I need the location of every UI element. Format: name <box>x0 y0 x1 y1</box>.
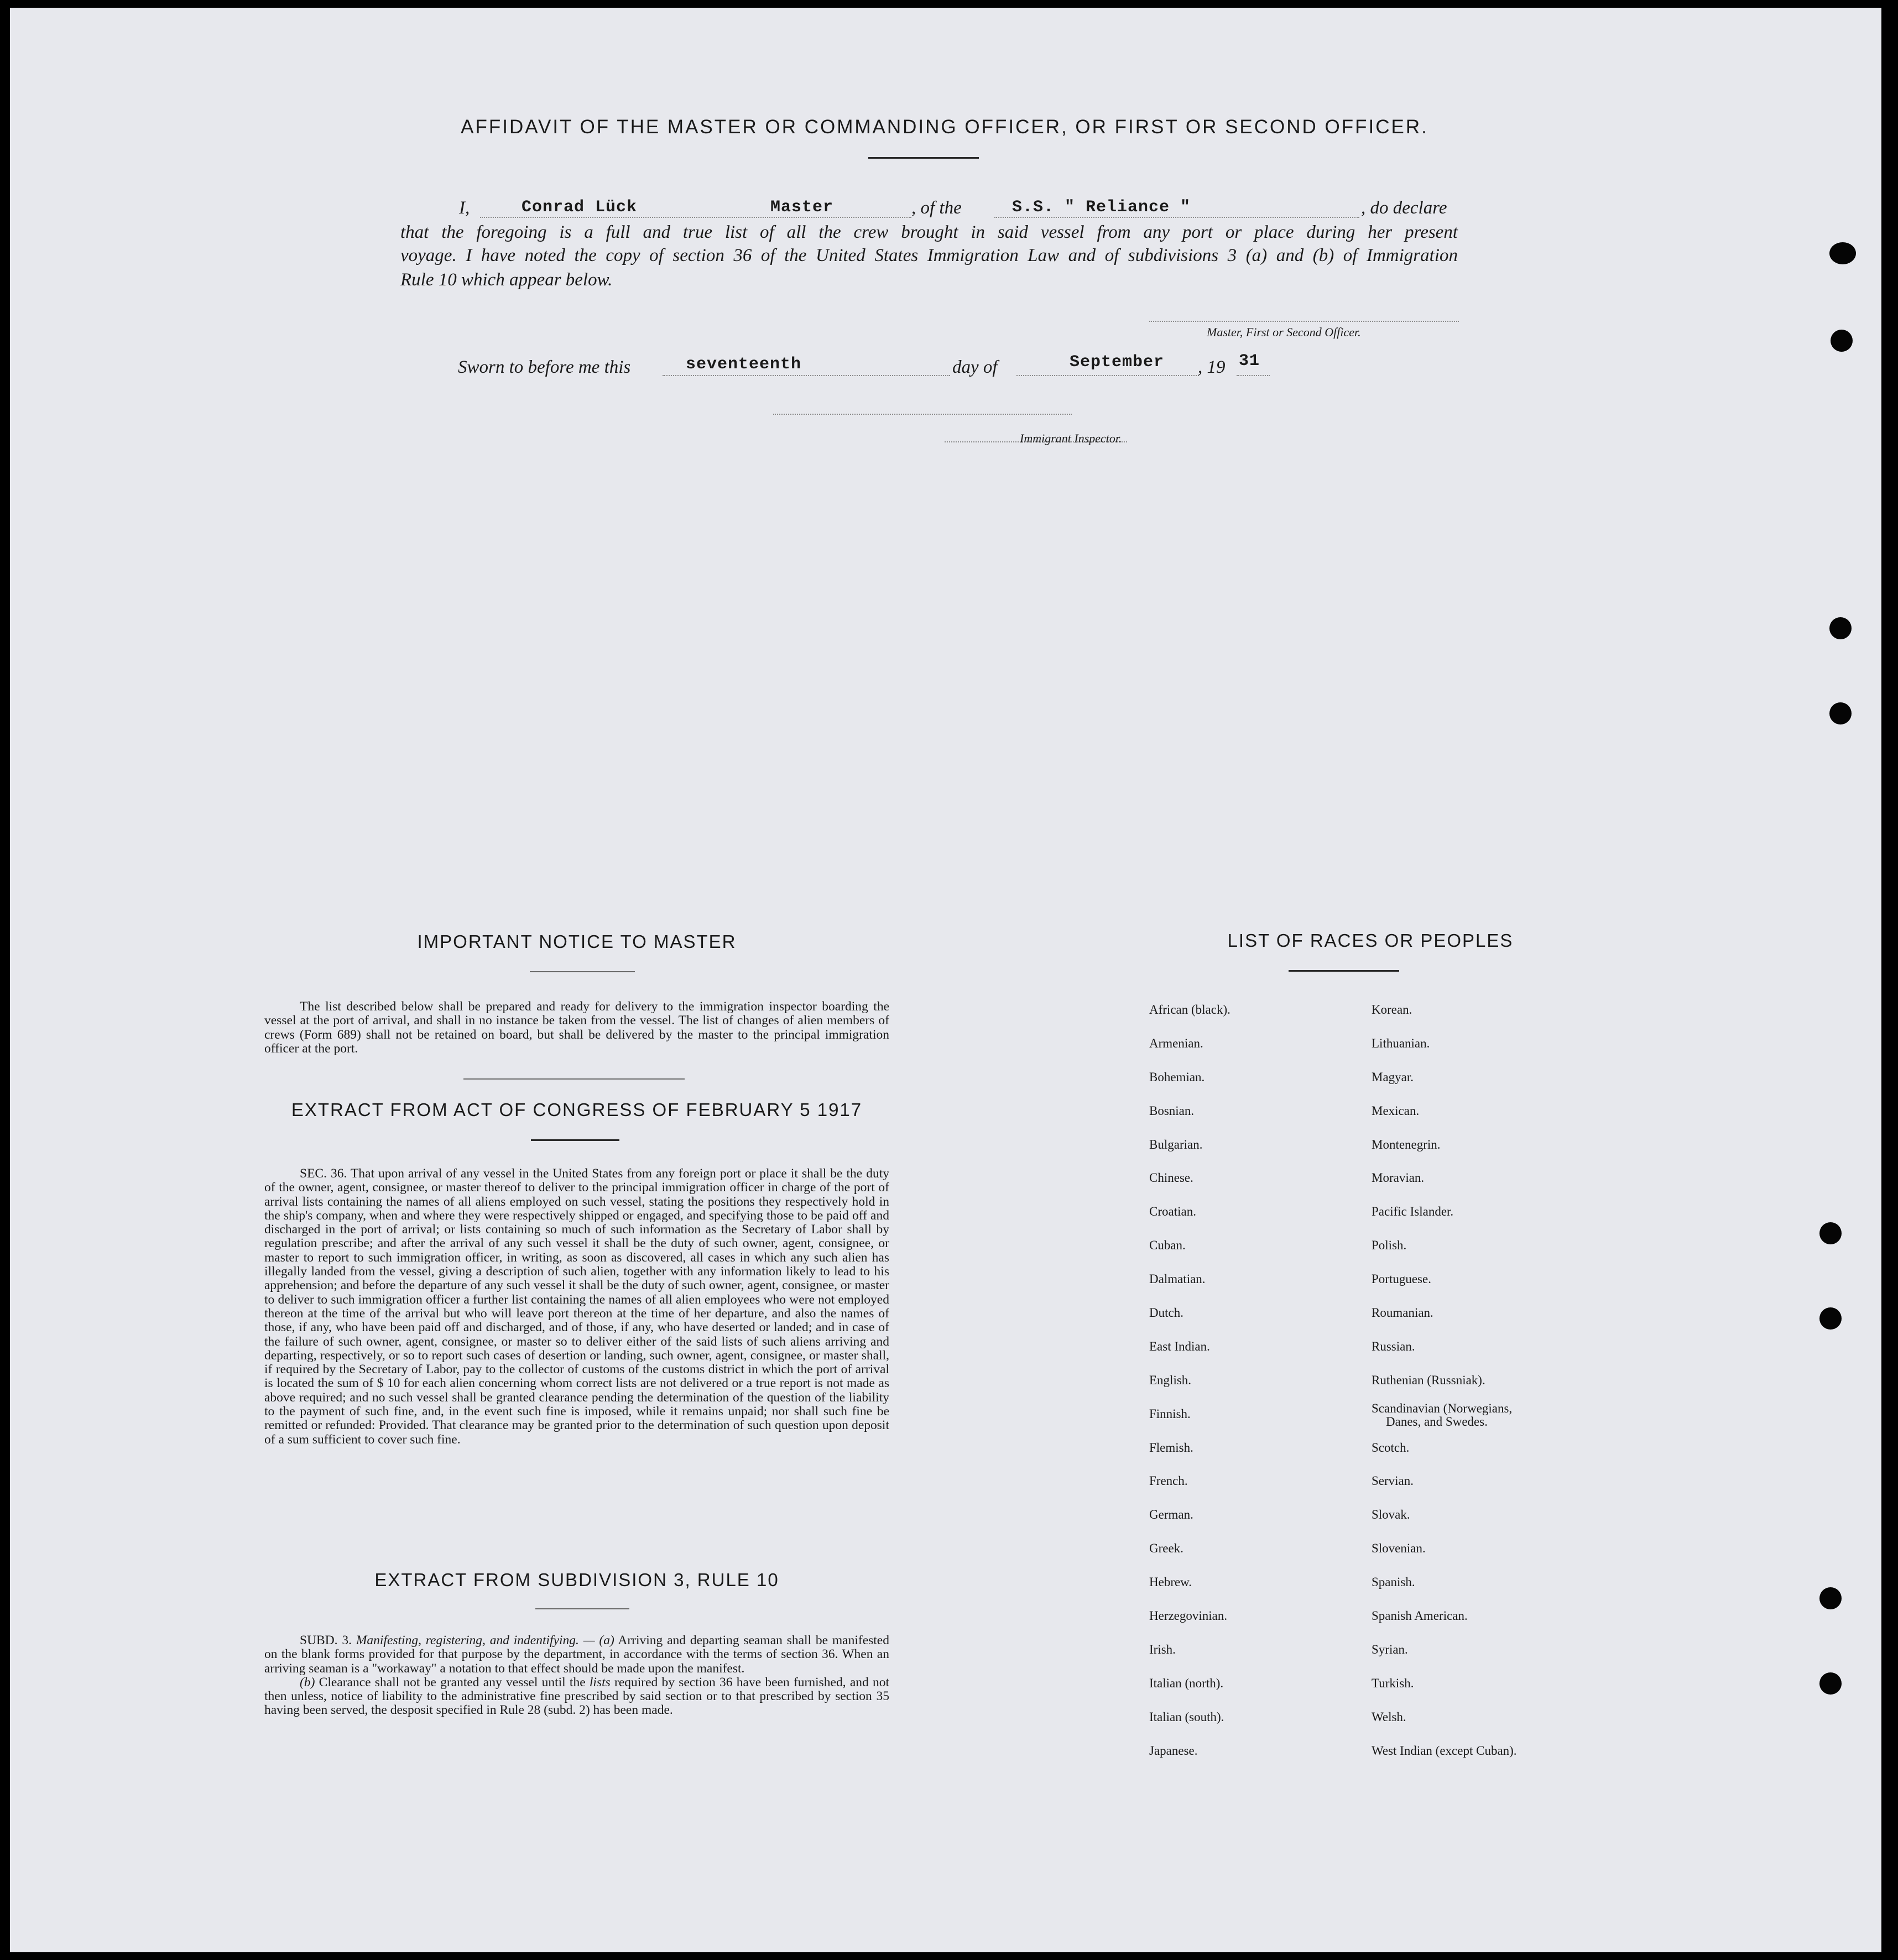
race-item: Cuban. <box>1149 1238 1186 1253</box>
race-item: English. <box>1149 1373 1192 1387</box>
race-item: Flemish. <box>1149 1440 1193 1455</box>
race-item: Lithuanian. <box>1372 1036 1430 1050</box>
inspector-label: Immigrant Inspector. <box>1020 431 1122 445</box>
name-rank-fill-line <box>480 217 911 218</box>
race-item: Pacific Islander. <box>1372 1205 1454 1219</box>
race-item: West Indian (except Cuban). <box>1372 1743 1517 1758</box>
signature-line <box>1149 321 1459 322</box>
subd-a-text: Arriving and departing seaman shall be manifested on the blank forms provided for that purpose by the department, in accordance with the terms of section 36. When an arriving seaman is a "workaway" a notation to that effect should be made upon the manifest. <box>264 1633 889 1676</box>
race-item: Slovak. <box>1372 1508 1410 1522</box>
do-declare-label: , do declare <box>1361 198 1447 218</box>
race-item: Croatian. <box>1149 1205 1196 1219</box>
rule-extract-paragraph <box>264 1634 889 1718</box>
day-fill-line <box>663 375 950 376</box>
affidavit-title: AFFIDAVIT OF THE MASTER OR COMMANDING OFFICER, OR FIRST OR SECOND OFFICER. <box>461 116 1428 138</box>
race-item: Polish. <box>1372 1238 1407 1253</box>
act-extract-heading: EXTRACT FROM ACT OF CONGRESS OF FEBRUARY 5 1917 <box>291 1099 863 1120</box>
race-item: Turkish. <box>1372 1676 1414 1690</box>
master-rank: Master <box>770 198 834 217</box>
punch-hole <box>1829 702 1852 724</box>
title-underline <box>868 157 979 159</box>
races-column-1 <box>1149 993 1230 1768</box>
document-page <box>10 8 1881 1952</box>
race-item: Syrian. <box>1372 1642 1408 1656</box>
affidavit-line-4: Rule 10 which appear below. <box>400 270 613 290</box>
of-the-label: , of the <box>911 198 962 218</box>
year-fill-line <box>1237 375 1270 376</box>
punch-hole <box>1819 1307 1842 1330</box>
race-item: Moravian. <box>1372 1171 1425 1185</box>
rule-extract-heading: EXTRACT FROM SUBDIVISION 3, RULE 10 <box>374 1570 779 1590</box>
race-item: German. <box>1149 1508 1193 1522</box>
subd-b-label: (b) <box>300 1675 315 1690</box>
race-item: Spanish. <box>1372 1575 1415 1589</box>
race-item-scandinavian <box>1372 1398 1517 1431</box>
subd-label: SUBD. 3. <box>300 1633 352 1648</box>
race-item: Montenegrin. <box>1372 1137 1441 1151</box>
ship-name: S.S. " Reliance " <box>1012 198 1191 217</box>
race-item: Bulgarian. <box>1149 1137 1203 1151</box>
sworn-day: seventeenth <box>686 355 802 374</box>
sworn-label: Sworn to before me this <box>458 357 631 377</box>
race-item: Magyar. <box>1372 1070 1414 1084</box>
race-item: Russian. <box>1372 1339 1415 1353</box>
race-item: Greek. <box>1149 1541 1183 1556</box>
races-column-2 <box>1372 993 1517 1768</box>
race-item: Chinese. <box>1149 1171 1193 1185</box>
punch-hole <box>1819 1672 1842 1695</box>
punch-hole <box>1819 1587 1842 1609</box>
ship-fill-line <box>994 217 1359 218</box>
race-item: Roumanian. <box>1372 1306 1433 1320</box>
notice-heading: IMPORTANT NOTICE TO MASTER <box>417 931 737 952</box>
race-item: Herzegovinian. <box>1149 1609 1228 1623</box>
race-item: Slovenian. <box>1372 1541 1426 1556</box>
race-item: Armenian. <box>1149 1036 1203 1050</box>
affidavit-line-3: voyage. I have noted the copy of section 36 of the United States Immigration Law and of subdivisions 3 (a) and (b) of Immigration <box>400 246 1458 265</box>
punch-hole <box>1829 617 1852 639</box>
race-item: Spanish American. <box>1372 1609 1468 1623</box>
race-item: Italian (south). <box>1149 1709 1224 1724</box>
year-prefix: , 19 <box>1198 357 1226 377</box>
subd-b-lists: lists <box>589 1675 611 1690</box>
race-item: African (black). <box>1149 1003 1230 1017</box>
race-item: Bohemian. <box>1149 1070 1205 1084</box>
subd-a-title: Manifesting, registering, and indentifying. — (a) <box>356 1633 614 1648</box>
day-of-label: day of <box>952 357 998 377</box>
race-item: Servian. <box>1372 1474 1414 1488</box>
notice-underline <box>530 971 635 972</box>
races-heading: LIST OF RACES OR PEOPLES <box>1227 930 1514 951</box>
race-item: East Indian. <box>1149 1339 1210 1353</box>
race-item: Ruthenian (Russniak). <box>1372 1373 1485 1387</box>
race-item: Dalmatian. <box>1149 1272 1206 1286</box>
affidavit-line-2: that the foregoing is a full and true list of all the crew brought in said vessel from any port or place during her present <box>400 222 1458 242</box>
race-item: Scotch. <box>1372 1440 1410 1455</box>
punch-hole <box>1829 242 1856 264</box>
punch-hole <box>1819 1222 1842 1244</box>
race-item-line: Scandinavian (Norwegians, <box>1372 1401 1513 1415</box>
signature-label: Master, First or Second Officer. <box>1207 325 1361 339</box>
races-underline <box>1289 970 1399 972</box>
race-item-line: Danes, and Swedes. <box>1386 1414 1488 1429</box>
race-item: Mexican. <box>1372 1103 1420 1118</box>
race-item: Portuguese. <box>1372 1272 1431 1286</box>
subd-b-text-end: required by section 36 have been furnished, and not then unless, notice of liability to the administrative fine prescribed by said section or to that prescribed by section 35 having been served, the desposit specified in Rule 28 (subd. 2) has been made. <box>264 1675 890 1718</box>
inspector-signature-line <box>773 414 1072 415</box>
race-item: Japanese. <box>1149 1743 1198 1758</box>
subdivision-a <box>264 1634 889 1676</box>
race-item: French. <box>1149 1474 1188 1488</box>
affidavit-i-label: I, <box>459 198 470 218</box>
race-item: Italian (north). <box>1149 1676 1224 1690</box>
act-extract-paragraph <box>264 1167 889 1447</box>
race-item: Hebrew. <box>1149 1575 1192 1589</box>
race-item: Irish. <box>1149 1642 1176 1656</box>
notice-paragraph <box>264 1000 889 1056</box>
section-36-text: SEC. 36. That upon arrival of any vessel in the United States from any foreign port or place it shall be the duty of the owner, agent, consignee, or master thereof to deliver to the principal immigration officer in charge of the port of arrival lists containing the names of all aliens employed on such vessel, stating the positions they respectively hold in the ship's company, when and where they were respectively shipped or engaged, and specifying those to be paid off and discharged in the port of arrival; or lists containing so much of such information as the Secretary of Labor shall by regulation prescribe; and after the arrival of any such vessel it shall be the duty of such owner, agent, consignee, or master to report to such immigration officer, in writing, as soon as discovered, all cases in which any such alien has illegally landed from the vessel, giving a description of such alien, together with any information likely to lead to his apprehension; and before the departure of any such vessel it shall be the duty of such owner, agent, consignee, or master to deliver to such immigration officer a further list containing the names of all alien employees who were not employed thereon at the time of the arrival but who will leave port thereon at the time of her departure, and also the names of those, if any, who have been paid off and discharged, and of those, if any, who have deserted or landed; and in case of the failure of such owner, agent, consignee, or master so to deliver either of the said lists of such aliens arriving and departing, respectively, or so to report such cases of desertion or landing, such owner, agent, consignee, or master shall, if required by the Secretary of Labor, pay to the collector of customs of the customs district in which the port of arrival is located the sum of $ 10 for each alien concerning whom correct lists are not delivered or a true report is not made as above required; and no such vessel shall be granted clearance pending the determination of the question of the liability to the payment of such fine, and, in the event such fine is imposed, while it remains unpaid; nor shall such fine be remitted or refunded: Provided. That clearance may be granted prior to the determination of such question upon deposit of a sum sufficient to cover such fine. <box>264 1166 889 1447</box>
race-item: Dutch. <box>1149 1306 1183 1320</box>
affidavit-line-1 <box>459 198 470 218</box>
race-item: Welsh. <box>1372 1709 1406 1724</box>
month-fill-line <box>1016 375 1199 376</box>
act-extract-underline <box>531 1139 619 1141</box>
subd-b-text-start: Clearance shall not be granted any vessel until the <box>319 1675 586 1690</box>
rule-extract-underline <box>535 1608 629 1609</box>
notice-text: The list described below shall be prepared and ready for delivery to the immigration inspector boarding the vessel at the port of arrival, and shall in no instance be taken from the vessel. The list of changes of alien members of crews (Form 689) shall not be retained on board, but shall be delivered by the master to the principal immigration officer at the port. <box>264 999 889 1056</box>
sworn-year: 31 <box>1239 352 1260 371</box>
subdivision-b <box>264 1676 889 1718</box>
sworn-month: September <box>1070 353 1165 372</box>
race-item: Finnish. <box>1149 1406 1191 1421</box>
race-item: Bosnian. <box>1149 1103 1195 1118</box>
notice-separator <box>463 1078 685 1080</box>
master-name: Conrad Lück <box>522 198 638 217</box>
punch-hole <box>1831 330 1853 352</box>
race-item: Korean. <box>1372 1003 1412 1017</box>
